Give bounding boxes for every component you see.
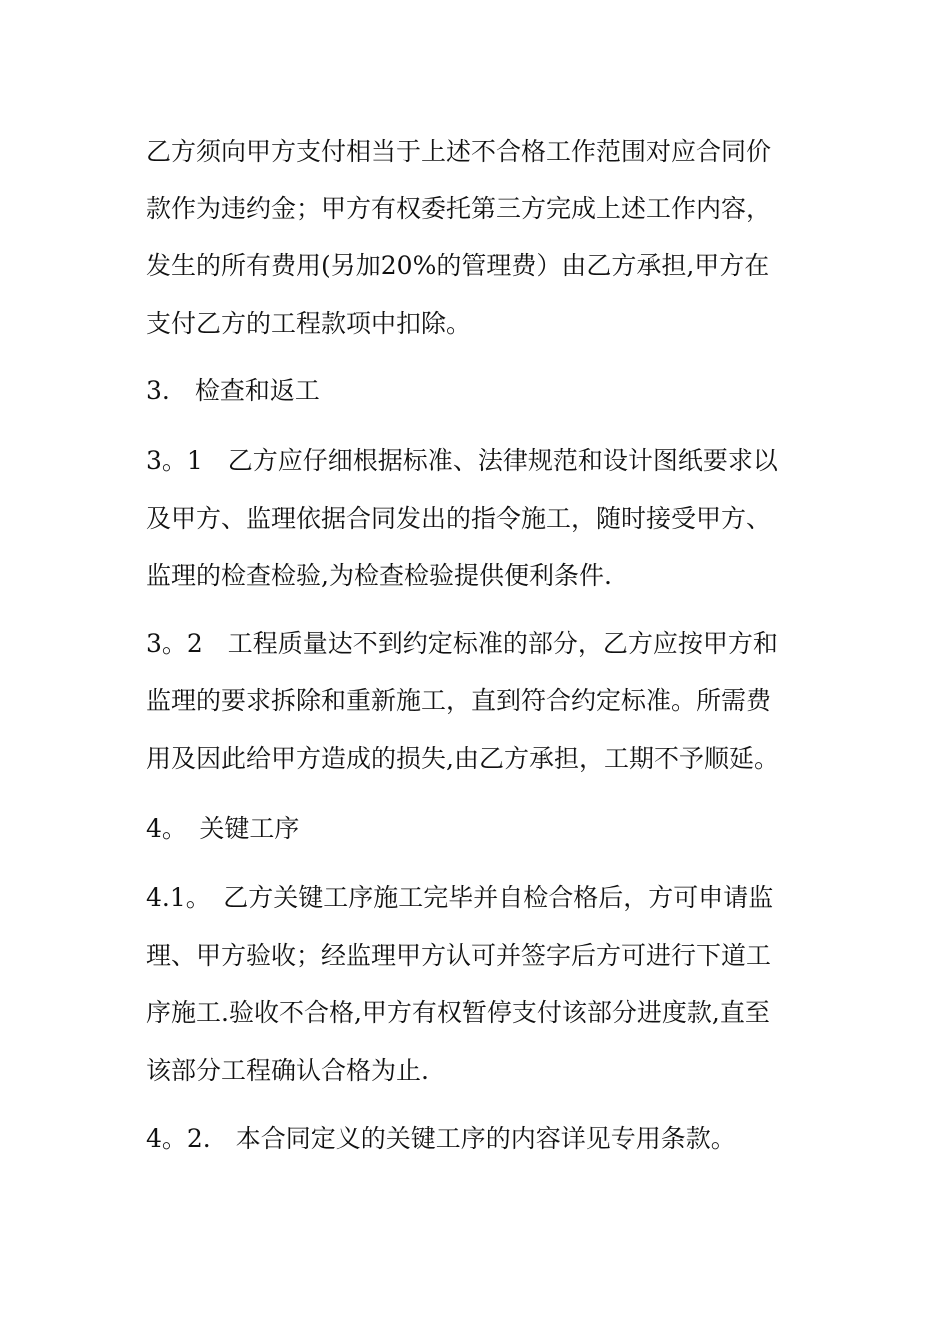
text-line: 3。2 工程质量达不到约定标准的部分，乙方应按甲方和 bbox=[146, 629, 778, 658]
text-line: 4.1。 乙方关键工序施工完毕并自检合格后，方可申请监 bbox=[146, 883, 774, 912]
text-line: 款作为违约金；甲方有权委托第三方完成上述工作内容， bbox=[146, 194, 772, 223]
text-line: 3。1 乙方应仔细根据标准、法律规范和设计图纸要求以 bbox=[146, 446, 778, 475]
text-line: 用及因此给甲方造成的损失,由乙方承担，工期不予顺延。 bbox=[146, 744, 779, 773]
section-heading: 3. 检查和返工 bbox=[146, 376, 320, 405]
text-line: 该部分工程确认合格为止. bbox=[146, 1056, 429, 1085]
text-line: 及甲方、监理依据合同发出的指令施工，随时接受甲方、 bbox=[146, 504, 772, 533]
text-line: 4。2. 本合同定义的关键工序的内容详见专用条款。 bbox=[146, 1124, 736, 1153]
text-line: 支付乙方的工程款项中扣除。 bbox=[146, 309, 472, 338]
text-line: 发生的所有费用(另加20%的管理费）由乙方承担,甲方在 bbox=[146, 251, 770, 280]
text-line: 乙方须向甲方支付相当于上述不合格工作范围对应合同价 bbox=[146, 137, 772, 166]
text-line: 监理的要求拆除和重新施工，直到符合约定标准。所需费 bbox=[146, 686, 772, 715]
text-line: 理、甲方验收；经监理甲方认可并签字后方可进行下道工 bbox=[146, 941, 772, 970]
section-heading: 4。 关键工序 bbox=[146, 814, 300, 843]
text-line: 监理的检查检验,为检查检验提供便利条件. bbox=[146, 561, 612, 590]
text-line: 序施工.验收不合格,甲方有权暂停支付该部分进度款,直至 bbox=[146, 998, 770, 1027]
